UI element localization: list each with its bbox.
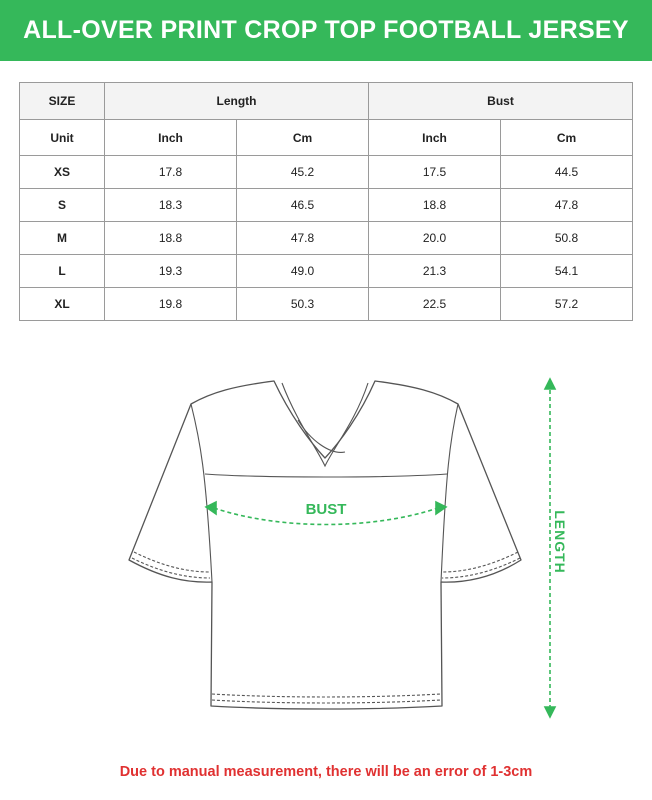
- unit-row: [20, 120, 633, 156]
- length-inch-cell: 18.8: [105, 222, 237, 255]
- size-cell: L: [20, 255, 105, 288]
- length-arrow-bottom: [545, 707, 555, 717]
- bust-header: Bust: [369, 83, 633, 120]
- bust-inch-cell: 20.0: [369, 222, 501, 255]
- length-label: LENGTH: [552, 510, 568, 574]
- length-cm-cell: 46.5: [237, 189, 369, 222]
- table-row: [20, 255, 633, 288]
- bust-cm-cell: 57.2: [501, 288, 633, 321]
- table-row: [20, 189, 633, 222]
- length-inch-unit: Inch: [105, 120, 237, 156]
- size-cell: S: [20, 189, 105, 222]
- length-cm-cell: 49.0: [237, 255, 369, 288]
- length-cm-cell: 45.2: [237, 156, 369, 189]
- length-cm-cell: 50.3: [237, 288, 369, 321]
- bust-cm-cell: 47.8: [501, 189, 633, 222]
- page-title: ALL-OVER PRINT CROP TOP FOOTBALL JERSEY: [23, 16, 629, 44]
- length-inch-cell: 19.8: [105, 288, 237, 321]
- length-cm-unit: Cm: [237, 120, 369, 156]
- bust-label: BUST: [305, 501, 347, 518]
- length-header: Length: [105, 83, 369, 120]
- bust-inch-cell: 21.3: [369, 255, 501, 288]
- jersey-outline: [129, 381, 521, 709]
- title-banner: [0, 0, 652, 61]
- length-inch-cell: 18.3: [105, 189, 237, 222]
- table-row: [20, 222, 633, 255]
- measurement-note: Due to manual measurement, there will be an error of 1-3cm: [119, 764, 533, 780]
- unit-label: Unit: [20, 120, 105, 156]
- length-arrow-top: [545, 379, 555, 389]
- length-inch-cell: 17.8: [105, 156, 237, 189]
- length-cm-cell: 47.8: [237, 222, 369, 255]
- bust-cm-unit: Cm: [501, 120, 633, 156]
- size-cell: M: [20, 222, 105, 255]
- bust-cm-cell: 50.8: [501, 222, 633, 255]
- size-header: SIZE: [20, 83, 105, 120]
- size-chart-table: [19, 82, 633, 321]
- table-row: [20, 156, 633, 189]
- table-row: [20, 288, 633, 321]
- size-cell: XS: [20, 156, 105, 189]
- bust-inch-cell: 18.8: [369, 189, 501, 222]
- table-header-row: [20, 83, 633, 120]
- bust-cm-cell: 54.1: [501, 255, 633, 288]
- size-cell: XL: [20, 288, 105, 321]
- bust-inch-cell: 17.5: [369, 156, 501, 189]
- bust-inch-unit: Inch: [369, 120, 501, 156]
- bust-cm-cell: 44.5: [501, 156, 633, 189]
- length-inch-cell: 19.3: [105, 255, 237, 288]
- bust-inch-cell: 22.5: [369, 288, 501, 321]
